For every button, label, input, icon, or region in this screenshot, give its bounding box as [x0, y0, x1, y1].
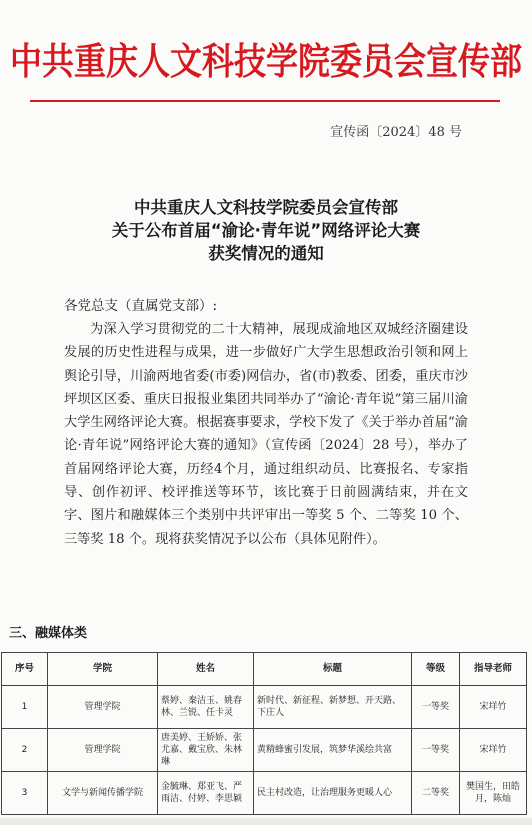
- cell-index: 1: [2, 686, 48, 729]
- header-college: 学院: [48, 653, 158, 686]
- title-line-2: 关于公布首届“渝论·青年说”网络评论大赛: [111, 221, 421, 240]
- title-line-1: 中共重庆人文科技学院委员会宣传部: [134, 198, 398, 217]
- header-advisor: 指导老师: [460, 653, 527, 686]
- cell-level: 一等奖: [412, 729, 460, 772]
- cell-names: 唐美婷、王娇娇、张尤嘉、戴宝欣、朱林琳: [158, 729, 254, 772]
- header-title: 标题: [254, 653, 412, 686]
- section-heading: 三、融媒体类: [9, 626, 88, 641]
- table-header-row: [2, 653, 527, 686]
- awards-table: [1, 652, 527, 815]
- org-header: 中共重庆人文科技学院委员会宣传部: [9, 39, 522, 84]
- page-bottom-edge: [0, 818, 532, 825]
- cell-level: 二等奖: [412, 772, 460, 815]
- cell-advisor: 宋垟竹: [460, 686, 527, 729]
- cell-title: 新时代、新征程、新梦想、开天路、下庄人: [254, 686, 412, 729]
- cell-index: 3: [2, 772, 48, 815]
- cell-title: 民主村改造，让治理服务更暖人心: [254, 772, 412, 815]
- cell-level: 一等奖: [412, 686, 460, 729]
- cell-college: 文学与新闻传播学院: [48, 772, 158, 815]
- title-line-3: 获奖情况的通知: [208, 244, 324, 263]
- notice-title: [0, 196, 532, 265]
- table-row: [2, 729, 527, 772]
- cell-names: 蔡婷、秦洁玉、姚春林、兰锐、任卡灵: [158, 686, 254, 729]
- cell-advisor: 樊国生，田皓月，陈灿: [460, 772, 527, 815]
- cell-college: 管理学院: [48, 686, 158, 729]
- cell-index: 2: [2, 729, 48, 772]
- header-level: 等级: [412, 653, 460, 686]
- header-index: 序号: [2, 653, 48, 686]
- cell-names: 金毓琳、郑亚飞、严雨洁、付婷、李思颖: [158, 772, 254, 815]
- table-row: [2, 772, 527, 815]
- document-number: 宣传函〔2024〕48 号: [330, 125, 462, 140]
- body-paragraph: 为深入学习贯彻党的二十大精神，展现成渝地区双城经济圈建设发展的历史性进程与成果，进一步做好广大学生思想政治引领和网上舆论引导，川渝两地省委(市委)网信办，省(市)教委、团委，重庆市沙坪坝区区委、重庆日报报业集团共同举办了“渝论·青年说”第三届川渝大学生网络评论大赛。根据赛事要求，学校下发了《关于举办首届“渝论·青年说”网络评论大赛的通知》（宣传函〔2024〕28 号），举办了首届网络评论大赛，历经4个月，通过组织动员、比赛报名、专家指导、创作初评、校评推送等环节，该比赛于日前圆满结束，并在文字、图片和融媒体三个类别中共评审出一等奖 5 个、二等奖 10 个、三等奖 18 个。现将获奖情况予以公布（具体见附件）。: [64, 322, 468, 547]
- table-row: [2, 686, 527, 729]
- cell-college: 管理学院: [48, 729, 158, 772]
- salutation: 各党总支（直属党支部）:: [64, 298, 218, 314]
- cell-title: 黄精蜂蜜引发展，筑梦华溪绘共富: [254, 729, 412, 772]
- red-divider: [30, 100, 500, 102]
- cell-advisor: 宋垟竹: [460, 729, 527, 772]
- header-name: 姓名: [158, 653, 254, 686]
